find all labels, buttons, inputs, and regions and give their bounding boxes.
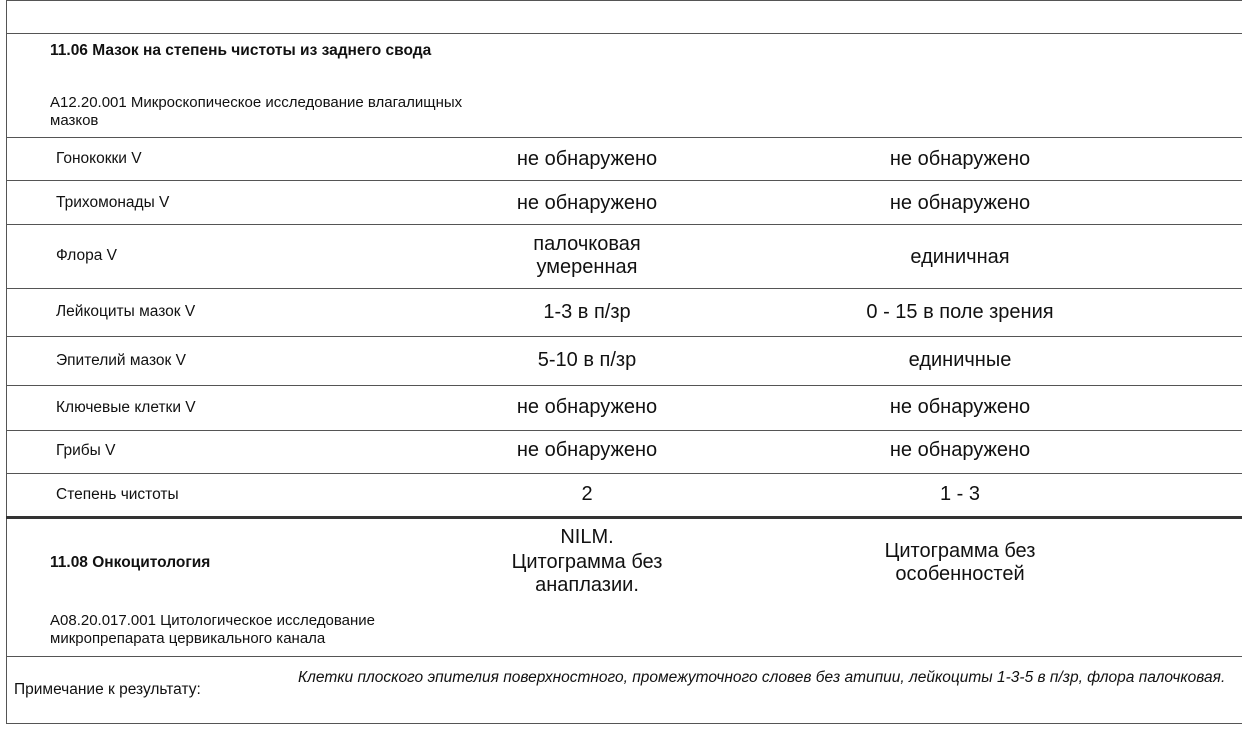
divider xyxy=(6,336,1242,337)
test-label: Гонококки V xyxy=(56,150,142,167)
test-result-line2: Цитограмма без анаплазии. xyxy=(511,551,663,596)
test-reference: единичные xyxy=(908,349,1012,371)
test-reference: единичная xyxy=(910,246,1010,268)
test-label: Эпителий мазок V xyxy=(56,352,186,369)
test-reference: не обнаружено xyxy=(889,439,1031,461)
test-label: Ключевые клетки V xyxy=(56,399,196,416)
test-label: Степень чистоты xyxy=(56,486,179,503)
test-result: 2 xyxy=(581,483,593,505)
section-service-code: А12.20.001 Микроскопическое исследование влагалищных мазков xyxy=(50,94,463,129)
section-title: 11.08 Онкоцитология xyxy=(50,554,211,571)
divider xyxy=(6,224,1242,225)
test-reference: не обнаружено xyxy=(889,148,1031,170)
test-reference: 1 - 3 xyxy=(939,483,981,505)
test-label: Трихомонады V xyxy=(56,194,170,211)
test-result: не обнаружено xyxy=(516,192,658,214)
divider xyxy=(6,516,1242,519)
test-label: Лейкоциты мазок V xyxy=(56,303,196,320)
test-label: Грибы V xyxy=(56,442,116,459)
note-text: Клетки плоского эпителия поверхностного, промежуточного словев без атипии, лейкоциты 1-3-5 в п/зр, флора палочковая. xyxy=(298,669,1226,686)
test-result: не обнаружено xyxy=(516,439,658,461)
test-result: 1-3 в п/зр xyxy=(543,301,631,323)
divider xyxy=(6,180,1242,181)
test-reference: Цитограмма без особенностей xyxy=(884,540,1036,585)
test-reference: 0 - 15 в поле зрения xyxy=(866,301,1054,323)
test-label: Флора V xyxy=(56,247,117,264)
divider xyxy=(6,385,1242,386)
section-service-code: А08.20.017.001 Цитологическое исследование микропрепарата цервикального канала xyxy=(50,612,376,647)
divider xyxy=(6,430,1242,431)
test-result: не обнаружено xyxy=(516,396,658,418)
divider xyxy=(6,33,1242,34)
test-result: 5-10 в п/зр xyxy=(537,349,637,371)
test-reference: не обнаружено xyxy=(889,396,1031,418)
divider xyxy=(6,137,1242,138)
test-result: не обнаружено xyxy=(516,148,658,170)
divider xyxy=(6,473,1242,474)
divider xyxy=(6,0,1242,1)
test-result: палочковая умеренная xyxy=(533,233,641,278)
test-reference: не обнаружено xyxy=(889,192,1031,214)
divider xyxy=(6,656,1242,657)
test-result-line1: NILM. xyxy=(560,526,614,548)
section-title: 11.06 Мазок на степень чистоты из заднего свода xyxy=(50,42,432,59)
divider xyxy=(6,288,1242,289)
note-label: Примечание к результату: xyxy=(14,681,201,698)
